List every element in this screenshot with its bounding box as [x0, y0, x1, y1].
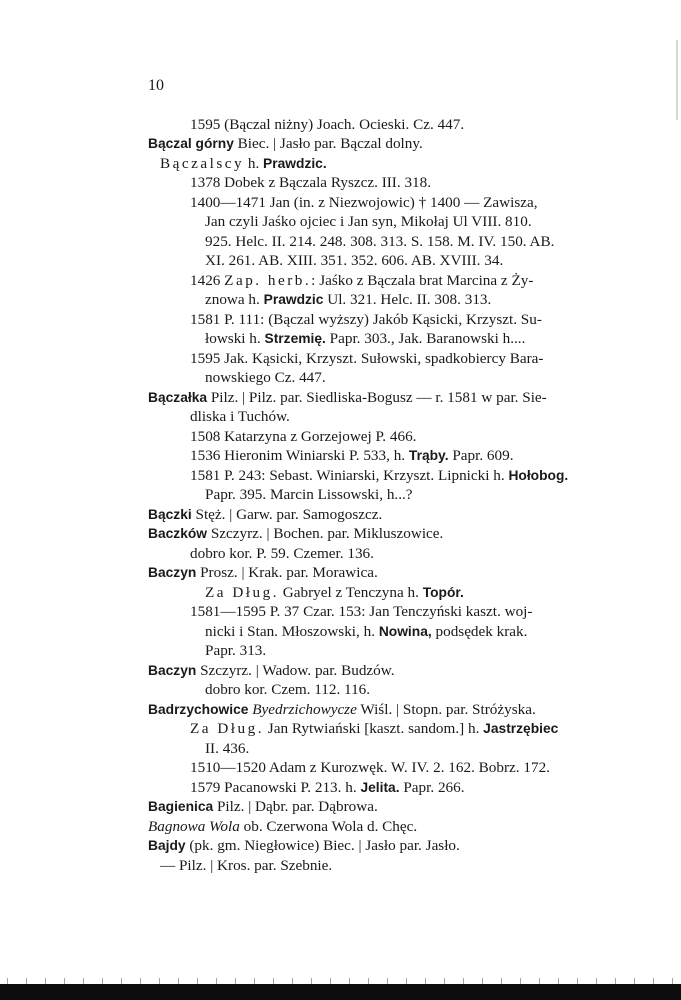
entry-line [205, 330, 525, 348]
headword: Prawdzic [263, 292, 324, 307]
entry-line [148, 564, 378, 582]
right-scan-edge [676, 40, 678, 120]
entry-line [190, 116, 464, 134]
entry-line [205, 584, 464, 602]
entry-line [148, 798, 378, 816]
entry-text: Papr. 609. [448, 447, 514, 464]
headword: Prawdzic. [263, 156, 327, 171]
entry-line [190, 467, 568, 485]
entry-line [190, 311, 542, 329]
entry-line [205, 642, 266, 660]
entry-text: 1378 Dobek z Bączala Ryszcz. III. 318. [190, 174, 432, 191]
entry-line [148, 701, 536, 719]
entry-line [205, 486, 413, 504]
entry-text: ob. Czerwona Wola d. Chęc. [239, 818, 418, 835]
entry-line [148, 506, 382, 524]
entry-text: Pilz. | Dąbr. par. Dąbrowa. [213, 798, 378, 815]
spaced-text: Za Dług. [190, 720, 264, 737]
headword: Topór. [422, 585, 464, 600]
headword: Bączal górny [148, 136, 234, 151]
entry-text: 1536 Hieronim Winiarski P. 533, h. [190, 447, 409, 464]
headword: Badrzychowice [148, 702, 249, 717]
entry-line [205, 213, 532, 231]
spaced-text: Bączalscy [160, 155, 245, 172]
entry-line [190, 603, 532, 621]
entry-text: Papr. 313. [205, 642, 267, 659]
entry-text: II. 436. [205, 740, 250, 757]
entry-line [190, 428, 416, 446]
entry-text: 1581 P. 111: (Bączal wyższy) Jakób Kąsicki, Krzyszt. Su- [190, 311, 542, 328]
headword: Baczyn [148, 565, 197, 580]
entry-text: XI. 261. AB. XIII. 351. 352. 606. AB. XVIII. 34. [205, 252, 504, 269]
entry-text: Jan Rytwiański [kaszt. sandom.] h. [264, 720, 484, 737]
entry-line [190, 174, 431, 192]
italic-text: Bagnowa Wola [148, 818, 240, 835]
entry-line [205, 369, 326, 387]
headword: Strzemię. [264, 331, 326, 346]
spaced-text: Za Dług. [205, 584, 279, 601]
entry-line [160, 155, 327, 173]
entry-line [205, 291, 491, 309]
entry-text: Stęż. | Garw. par. Samogoszcz. [191, 506, 383, 523]
headword: Bajdy [148, 838, 186, 853]
entry-line [205, 740, 249, 758]
entry-text: 1595 Jak. Kąsicki, Krzyszt. Sułowski, spadkobiercy Bara- [190, 350, 544, 367]
entry-line [190, 447, 514, 465]
entry-text: 1579 Pacanowski P. 213. h. [190, 779, 361, 796]
entry-line [148, 818, 417, 836]
headword: Nowina, [378, 624, 432, 639]
entry-text: h. [244, 155, 264, 172]
entry-line [148, 135, 423, 153]
entry-text: Pilz. | Pilz. par. Siedliska-Bogusz — r. 1581 w par. Sie- [207, 389, 547, 406]
entry-text: znowa h. [205, 291, 264, 308]
entry-text: 1581 P. 243: Sebast. Winiarski, Krzyszt. Lipnicki h. [190, 467, 509, 484]
headword: Trąby. [408, 448, 449, 463]
entry-line [190, 408, 290, 426]
entry-text: Gabryel z Tenczyna h. [279, 584, 423, 601]
entry-text: nicki i Stan. Młoszowski, h. [205, 623, 379, 640]
entry-text: Papr. 303., Jak. Baranowski h.... [325, 330, 526, 347]
headword: Bączki [148, 507, 192, 522]
entry-line [190, 759, 550, 777]
entry-text: 1595 (Bączal niżny) Joach. Ocieski. Cz. 447. [190, 116, 465, 133]
entry-line [190, 720, 558, 738]
entry-text: Ul. 321. Helc. II. 308. 313. [323, 291, 492, 308]
headword: Hołobog. [508, 468, 569, 483]
page-number: 10 [148, 77, 164, 94]
entry-text: łowski h. [205, 330, 265, 347]
entry-text: : Jaśko z Bączala brat Marcina z Ży- [311, 272, 534, 289]
entry-text: 1400—1471 Jan (in. z Niezwojowic) † 1400 — Zawisza, [190, 194, 538, 211]
italic-text: Byedrzichowycze [252, 701, 357, 718]
entry-line [148, 662, 395, 680]
entry-text: podsędek krak. [431, 623, 528, 640]
entry-text: Biec. | Jasło par. Bączal dolny. [233, 135, 423, 152]
entry-text: 1581—1595 P. 37 Czar. 153: Jan Tenczyński kaszt. woj- [190, 603, 533, 620]
entry-text: 1510—1520 Adam z Kurozwęk. W. IV. 2. 162. Bobrz. 172. [190, 759, 550, 776]
entry-line [205, 681, 370, 699]
entry-line [205, 623, 527, 641]
entry-line [190, 194, 538, 212]
headword: Jastrzębiec [483, 721, 559, 736]
entry-text: — Pilz. | Kros. par. Szebnie. [160, 857, 333, 874]
entry-line [160, 857, 332, 875]
entry-line [190, 272, 533, 290]
entry-text: Jan czyli Jaśko ojciec i Jan syn, Mikołaj Ul VIII. 810. [205, 213, 532, 230]
entry-text: 1426 [190, 272, 225, 289]
headword: Baczków [148, 526, 208, 541]
entry-text: Prosz. | Krak. par. Morawica. [196, 564, 378, 581]
entry-text: Szczyrz. | Bochen. par. Mikluszowice. [207, 525, 444, 542]
entry-line [190, 779, 465, 797]
entry-text: Szczyrz. | Wadow. par. Budzów. [196, 662, 395, 679]
spaced-text: Zap. herb. [224, 272, 312, 289]
entry-line [205, 233, 554, 251]
entry-line [205, 252, 503, 270]
entry-text: 925. Helc. II. 214. 248. 308. 313. S. 158. M. IV. 150. AB. [205, 233, 555, 250]
entry-text: 1508 Katarzyna z Gorzejowej P. 466. [190, 428, 417, 445]
entry-line [148, 389, 547, 407]
headword: Jelita. [360, 780, 400, 795]
entry-text: dobro kor. P. 59. Czemer. 136. [190, 545, 374, 562]
headword: Baczyn [148, 663, 197, 678]
entry-line [190, 350, 543, 368]
entry-text: nowskiego Cz. 447. [205, 369, 326, 386]
entry-line [190, 545, 374, 563]
entry-text: Papr. 266. [399, 779, 465, 796]
entry-text: Papr. 395. Marcin Lissowski, h...? [205, 486, 413, 503]
entry-line [148, 837, 460, 855]
entry-line [148, 525, 443, 543]
headword: Bagienica [148, 799, 214, 814]
headword: Bączałka [148, 390, 208, 405]
entry-text: dliska i Tuchów. [190, 408, 290, 425]
entry-text: (pk. gm. Niegłowice) Biec. | Jasło par. Jasło. [185, 837, 460, 854]
bottom-scan-bar [0, 984, 681, 1000]
entry-text: dobro kor. Czem. 112. 116. [205, 681, 371, 698]
entry-text: Wiśl. | Stopn. par. Stróżyska. [356, 701, 536, 718]
